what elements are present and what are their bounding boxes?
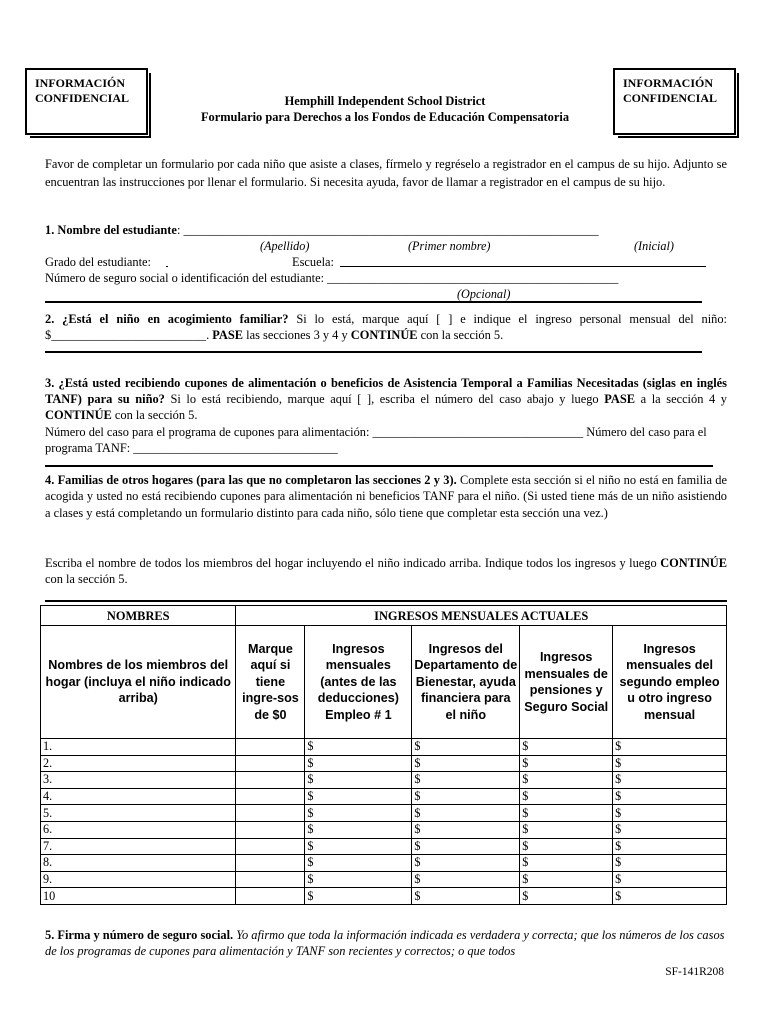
footer-form-code: SF-141R208 xyxy=(665,966,724,978)
cell-job2[interactable]: $ xyxy=(613,772,727,789)
cell-welfare[interactable]: $ xyxy=(412,871,520,888)
table-row xyxy=(41,755,727,772)
cell-pension[interactable]: $ xyxy=(520,855,613,872)
cell-job2[interactable]: $ xyxy=(613,821,727,838)
cell-mark[interactable] xyxy=(236,755,305,772)
school-field[interactable] xyxy=(340,266,706,267)
section2-title: 2. ¿Está el niño en acogimiento familiar? xyxy=(45,312,289,326)
student-name-label: 1. Nombre del estudiante xyxy=(45,223,177,237)
cell-mark[interactable] xyxy=(236,805,305,822)
section2-block: 2. ¿Está el niño en acogimiento familiar? Si lo está, marque aquí [ ] e indique el ingreso personal mensual del niño: $_________________________. PASE las secciones 3 y 4 y CONTINÚE con la sección 5. xyxy=(45,312,727,342)
section4-block: 4. Familias de otros hogares (para las que no completaron las secciones 2 y 3). Complete esta sección si el niño no está en familia de acogida y usted no está recibiendo cupones para alimentación ni beneficios TANF para el niño. (Si usted tiene más de un niño asistiendo a clases y está completando un formulario distinto para cada niño, sólo tiene que completar esta sección una vez.) xyxy=(45,473,727,520)
table-row xyxy=(41,739,727,756)
cell-pension[interactable]: $ xyxy=(520,871,613,888)
section4-title: 4. Familias de otros hogares (para las que no completaron las secciones 2 y 3). xyxy=(45,473,457,487)
confidential-line-1: INFORMACIÓN xyxy=(623,76,713,90)
cell-pension[interactable]: $ xyxy=(520,772,613,789)
col-welfare: Ingresos del Departamento de Bienestar, ayuda financiera para el niño xyxy=(412,626,520,739)
cell-name[interactable]: 8. xyxy=(41,855,236,872)
confidential-line-2: CONFIDENCIAL xyxy=(623,91,718,105)
table-row xyxy=(41,788,727,805)
confidential-line-2: CONFIDENCIAL xyxy=(35,91,130,105)
ssn-line xyxy=(45,270,618,286)
cell-mark[interactable] xyxy=(236,772,305,789)
cell-name[interactable]: 10 xyxy=(41,888,236,905)
cell-pension[interactable]: $ xyxy=(520,805,613,822)
confidential-box-left xyxy=(25,68,148,135)
cell-job2[interactable]: $ xyxy=(613,855,727,872)
cell-job1[interactable]: $ xyxy=(305,805,412,822)
cell-job2[interactable]: $ xyxy=(613,838,727,855)
cell-name[interactable]: 9. xyxy=(41,871,236,888)
grade-field[interactable] xyxy=(166,266,168,267)
ssn-field[interactable]: _______________________________________________ xyxy=(324,271,619,285)
cell-pension[interactable]: $ xyxy=(520,821,613,838)
cell-mark[interactable] xyxy=(236,821,305,838)
cell-job2[interactable]: $ xyxy=(613,739,727,756)
cell-job1[interactable]: $ xyxy=(305,772,412,789)
table-row xyxy=(41,821,727,838)
head-income: INGRESOS MENSUALES ACTUALES xyxy=(236,606,727,626)
section5-title: 5. Firma y número de seguro social. xyxy=(45,928,234,942)
col-job1: Ingresos mensuales (antes de las deducciones) Empleo # 1 xyxy=(305,626,412,739)
cell-job2[interactable]: $ xyxy=(613,805,727,822)
cell-name[interactable]: 5. xyxy=(41,805,236,822)
section3-block: 3. ¿Está usted recibiendo cupones de alimentación o beneficios de Asistencia Temporal a Familias Necesitadas (siglas en inglés TANF) para su niño? Si lo está recibiendo, marque aquí [ ], escriba el número del caso abajo y luego PASE a la sección 4 y CONTINÚE con la sección 5. xyxy=(45,376,727,422)
cell-mark[interactable] xyxy=(236,788,305,805)
cell-welfare[interactable]: $ xyxy=(412,855,520,872)
cell-job1[interactable]: $ xyxy=(305,755,412,772)
cell-job2[interactable]: $ xyxy=(613,755,727,772)
cell-welfare[interactable]: $ xyxy=(412,755,520,772)
divider-4 xyxy=(45,600,727,602)
sub-last-name: (Apellido) xyxy=(260,239,310,253)
cell-job1[interactable]: $ xyxy=(305,788,412,805)
section5-block xyxy=(45,927,727,959)
cell-job1[interactable]: $ xyxy=(305,855,412,872)
case-number-fields[interactable]: Número del caso para el programa de cupones para alimentación: __________________________________ Número del caso para el programa TANF: _________________________________ xyxy=(45,425,707,455)
income-table xyxy=(40,605,727,905)
table-row xyxy=(41,888,727,905)
table-row xyxy=(41,855,727,872)
confidential-line-1: INFORMACIÓN xyxy=(35,76,125,90)
cell-job1[interactable]: $ xyxy=(305,838,412,855)
grade-label: Grado del estudiante: xyxy=(45,255,151,269)
col-names: Nombres de los miembros del hogar (incluya el niño indicado arriba) xyxy=(41,626,236,739)
table-row xyxy=(41,772,727,789)
section3-title: 3. ¿Está usted recibiendo cupones de alimentación o beneficios de Asistencia Temporal a Familias Necesitadas (siglas en inglés TANF) para su niño? xyxy=(45,376,727,406)
cell-job2[interactable]: $ xyxy=(613,788,727,805)
cell-welfare[interactable]: $ xyxy=(412,805,520,822)
col-mark-zero: Marque aquí si tiene ingre-sos de $0 xyxy=(236,626,305,739)
table-row xyxy=(41,838,727,855)
cell-pension[interactable]: $ xyxy=(520,838,613,855)
cell-name[interactable]: 4. xyxy=(41,788,236,805)
cell-welfare[interactable]: $ xyxy=(412,788,520,805)
section2-text: Si lo está, marque aquí [ ] e indique el ingreso personal mensual del niño: xyxy=(288,312,727,326)
section5-text: Yo afirmo que toda la información indicada es verdadera y correcta; que los números de los casos de los programas de cupones para alimentación y TANF son recientes y correctos; o que todos xyxy=(45,928,725,958)
cell-name[interactable]: 7. xyxy=(41,838,236,855)
intro-paragraph: Favor de completar un formulario por cada niño que asiste a clases, fírmelo y regréselo a registrador en el campus de su hijo. Adjunto se encuentran las instrucciones por llenar el formulario. Si necesita ayuda, favor de llamar a registrador en el campus de su hijo. xyxy=(45,157,727,189)
school-label: Escuela: xyxy=(292,255,334,269)
cell-welfare[interactable]: $ xyxy=(412,838,520,855)
student-name-field[interactable]: : ___________________________________________________________________ xyxy=(176,223,599,237)
section4-instructions: Escriba el nombre de todos los miembros del hogar incluyendo el niño indicado arriba. Indique todos los ingresos y luego CONTINÚE con la sección 5. xyxy=(45,556,727,586)
cell-welfare[interactable]: $ xyxy=(412,772,520,789)
cell-name[interactable]: 3. xyxy=(41,772,236,789)
cell-name[interactable]: 1. xyxy=(41,739,236,756)
cell-pension[interactable]: $ xyxy=(520,788,613,805)
col-job2: Ingresos mensuales del segundo empleo u otro ingreso mensual xyxy=(613,626,727,739)
sub-first-name: (Primer nombre) xyxy=(408,239,491,253)
cell-name[interactable]: 6. xyxy=(41,821,236,838)
table-row xyxy=(41,805,727,822)
cell-mark[interactable] xyxy=(236,838,305,855)
cell-name[interactable]: 2. xyxy=(41,755,236,772)
cell-job2[interactable]: $ xyxy=(613,871,727,888)
divider-2 xyxy=(45,351,702,353)
cell-welfare[interactable]: $ xyxy=(412,739,520,756)
cell-job1[interactable]: $ xyxy=(305,739,412,756)
cell-mark[interactable] xyxy=(236,888,305,905)
cell-welfare[interactable]: $ xyxy=(412,888,520,905)
cell-job1[interactable]: $ xyxy=(305,821,412,838)
optional-note: (Opcional) xyxy=(457,287,511,301)
cell-pension[interactable]: $ xyxy=(520,888,613,905)
head-names: NOMBRES xyxy=(41,606,236,626)
divider-3 xyxy=(45,465,713,467)
cell-mark[interactable] xyxy=(236,739,305,756)
ssn-label: Número de seguro social o identificación del estudiante: xyxy=(45,271,325,285)
income-field[interactable]: $_________________________. xyxy=(45,328,213,342)
cell-mark[interactable] xyxy=(236,855,305,872)
cell-welfare[interactable]: $ xyxy=(412,821,520,838)
col-pension: Ingresos mensuales de pensiones y Seguro Social xyxy=(520,626,613,739)
table-row xyxy=(41,871,727,888)
cell-job1[interactable]: $ xyxy=(305,871,412,888)
sub-initial: (Inicial) xyxy=(634,239,674,253)
cell-mark[interactable] xyxy=(236,871,305,888)
cell-job1[interactable]: $ xyxy=(305,888,412,905)
cell-job2[interactable]: $ xyxy=(613,888,727,905)
cell-pension[interactable]: $ xyxy=(520,755,613,772)
divider-1 xyxy=(45,301,702,303)
district-name: Hemphill Independent School District xyxy=(284,94,486,108)
form-title: Formulario para Derechos a los Fondos de Educación Compensatoria xyxy=(200,110,570,124)
cell-pension[interactable]: $ xyxy=(520,739,613,756)
section1-name-line xyxy=(45,222,735,238)
confidential-box-right xyxy=(613,68,736,135)
